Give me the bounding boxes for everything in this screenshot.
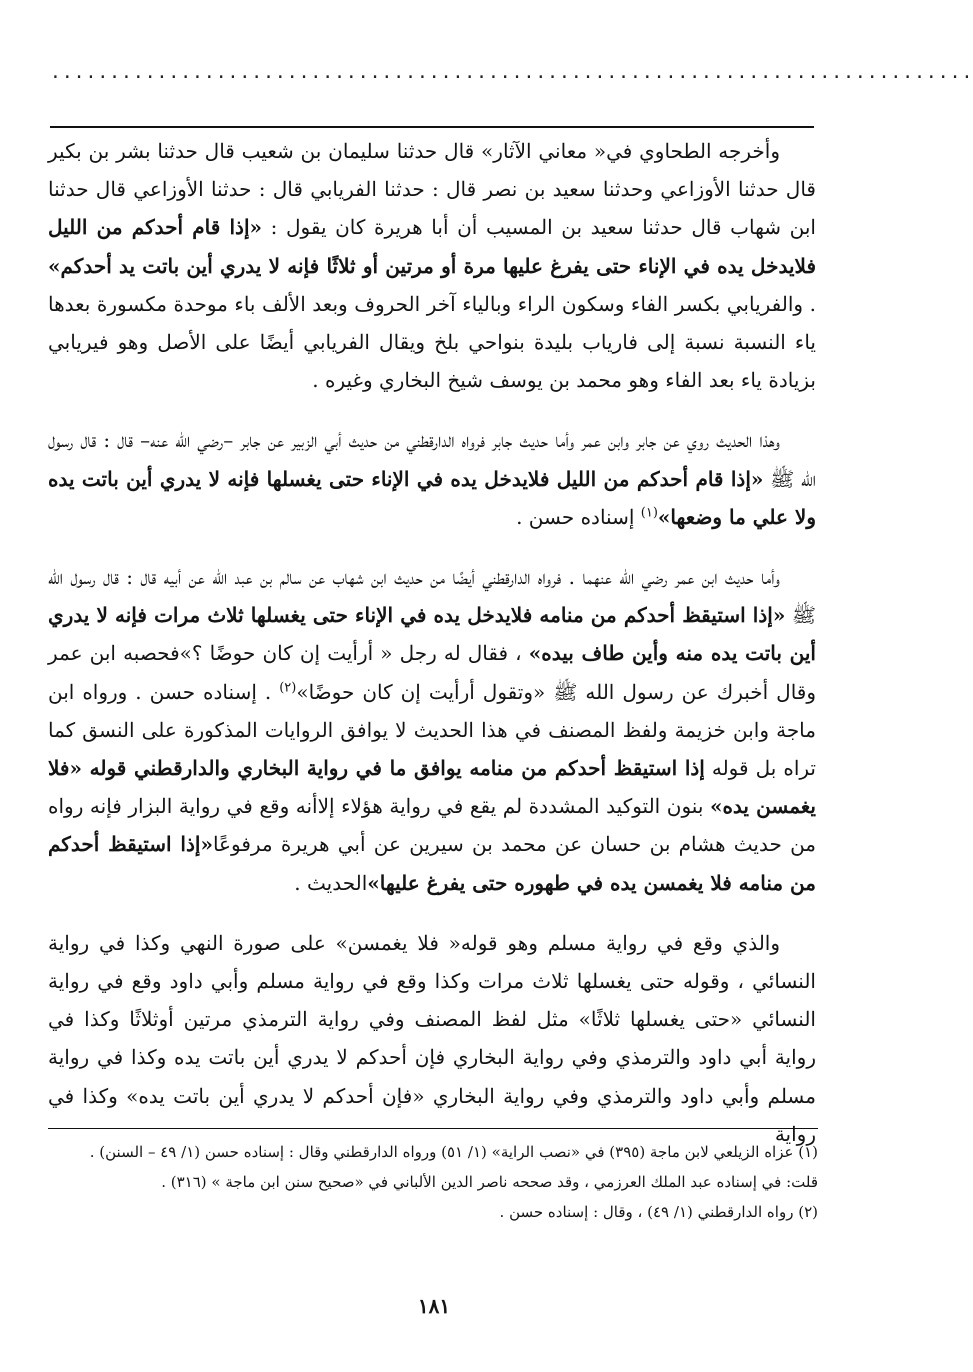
text-run: الحديث .	[294, 870, 368, 895]
header-dotted-line: ..............................................................................	[50, 62, 973, 83]
page-number: ١٨١	[417, 1294, 451, 1318]
text-run: وأما حديث ابن عمر رضي الله عنهما . فرواه الدارقطني أيضًا من حديث ابن شهاب عن سالم بن عبد الله عن أبيه قال : قال رسول الله ﷺ	[48, 565, 816, 628]
footnote-ref: (٢)	[279, 679, 297, 695]
text-run: بنون التوكيد المشددة لم يقع في رواية هؤلاء إلاأنه وقع في رواية البزار فإنه رواه من حديث هشام بن حسان عن محمد بن سيرين عن أبي هريرة مرفوعًا	[48, 794, 817, 857]
text-run: وأخرجه الطحاوي في« معاني الآثار» قال حدثنا سليمان بن شعيب قال حدثنا بشر بن بكير قال حدثنا الأوزاعي وحدثنا سعيد بن نصر قال : حدثنا الفريابي قال : حدثنا الأوزاعي قال حدثنا ابن شهاب قال حدثنا سعيد بن المسيب أن أبا هريرة كان يقول :	[48, 139, 816, 240]
header-rule	[50, 126, 814, 128]
hadith-quote: «إذا قام أحدكم من الليل فلايدخل يده في الإناء حتى يفرغ عليها مرة أو مرتين أو ثلاثًا فإنه لا يدري أين باتت يد أحدكم»	[48, 215, 817, 278]
text-run: . والفريابي بكسر الفاء وسكون الراء وبالياء آخر الحروف وبعد الألف باء موحدة مكسورة بعدها ياء النسبة نسبة إلى فارياب بليدة بنواحي بلخ ويقال الفريابي أيضًا على الأصل وهو فيريابي بزيادة ياء بعد الفاء وهو محمد بن يوسف شيخ البخاري وغيره .	[48, 291, 816, 393]
text-run: إسناده حسن .	[516, 504, 641, 529]
text-run: ، فقال له رجل « أرأيت إن كان حوضًا ؟»فحصبه ابن عمر وقال أخبرك عن رسول الله ﷺ	[48, 641, 817, 704]
main-text	[48, 132, 816, 1175]
text-run: وهذا الحديث روي عن جابر وابن عمر وأما حديث جابر فرواه الدارقطني من حديث أبي الزبير عن جابر –رضي الله عنه– قال : قال رسول الله ﷺ	[48, 428, 816, 491]
paragraph	[48, 924, 816, 1153]
hadith-quote: إذا استيقظ أحدكم من منامه يوافق ما في رواية البخاري والدارقطني قوله «فلا يغمسن يده»	[48, 756, 816, 819]
text-run: «وتقول أرأيت إن كان حوضًا»	[296, 679, 546, 704]
paragraph	[48, 132, 816, 399]
text-run: والذي وقع في رواية مسلم وهو قوله« فلا يغمسن» على صورة النهي وكذا في رواية النسائي ، وقوله حتى يغسلها ثلاث مرات وكذا وقع في رواية مسلم وأبي داود وقع في رواية النسائي «حتى يغسلها ثلاثًا» مثل لفظ المصنف وفي رواية الترمذي مرتين أوثلاثًا وكذا في رواية أبي داود والترمذي وفي رواية البخاري فإن أحدكم لا يدري أين باتت يده وكذا في رواية مسلم وأبي داود والترمذي وفي رواية البخاري «فإن أحدكم لا يدري أين باتت يده» وكذا في رواية	[48, 930, 816, 1146]
hadith-quote: «إذا قام أحدكم من الليل فلايدخل يده في الإناء حتى يغسلها فإنه لا يدري أين باتت يده ولا علي ما وضعها»	[48, 466, 816, 529]
hadith-quote: «إذا استيقظ أحدكم من منامه فلا يغمسن يده في طهوره حتى يفرغ عليها»	[48, 832, 816, 895]
text-run: . إسناده حسن . ورواه ابن ماجة وابن خزيمة ولفظ المصنف في هذا الحديث لا يوافق الروايات المذكورة على النسق كما تراه بل قوله	[48, 679, 816, 781]
hadith-quote: «إذا استيقظ أحدكم من منامه فلايدخل يده في الإناء حتى يغسلها ثلاث مرات فإنه لا يدري أين باتت يده منه وأين طاف بيده»	[48, 603, 816, 666]
paragraph	[48, 558, 816, 902]
footnote-ref: (١)	[640, 505, 658, 521]
footnote: (١) عزاه الزيلعي لابن ماجة (٣٩٥) في «نصب الراية» (١/ ٥١) ورواه الدارقطني وقال : إسناده حسن (١/ ٤٩ – السنن) .	[89, 1143, 818, 1161]
footnotes	[48, 1128, 818, 1229]
footnote: قلت: في إسناده عبد الملك العرزمي ، وقد صححه ناصر الدين الألباني في «صحيح سنن ابن ماجة » (٣١٦) .	[161, 1173, 818, 1191]
paragraph	[48, 421, 816, 536]
footnote: (٢) رواه الدارقطني (١/ ٤٩) ، وقال : إسناده حسن .	[499, 1203, 818, 1221]
